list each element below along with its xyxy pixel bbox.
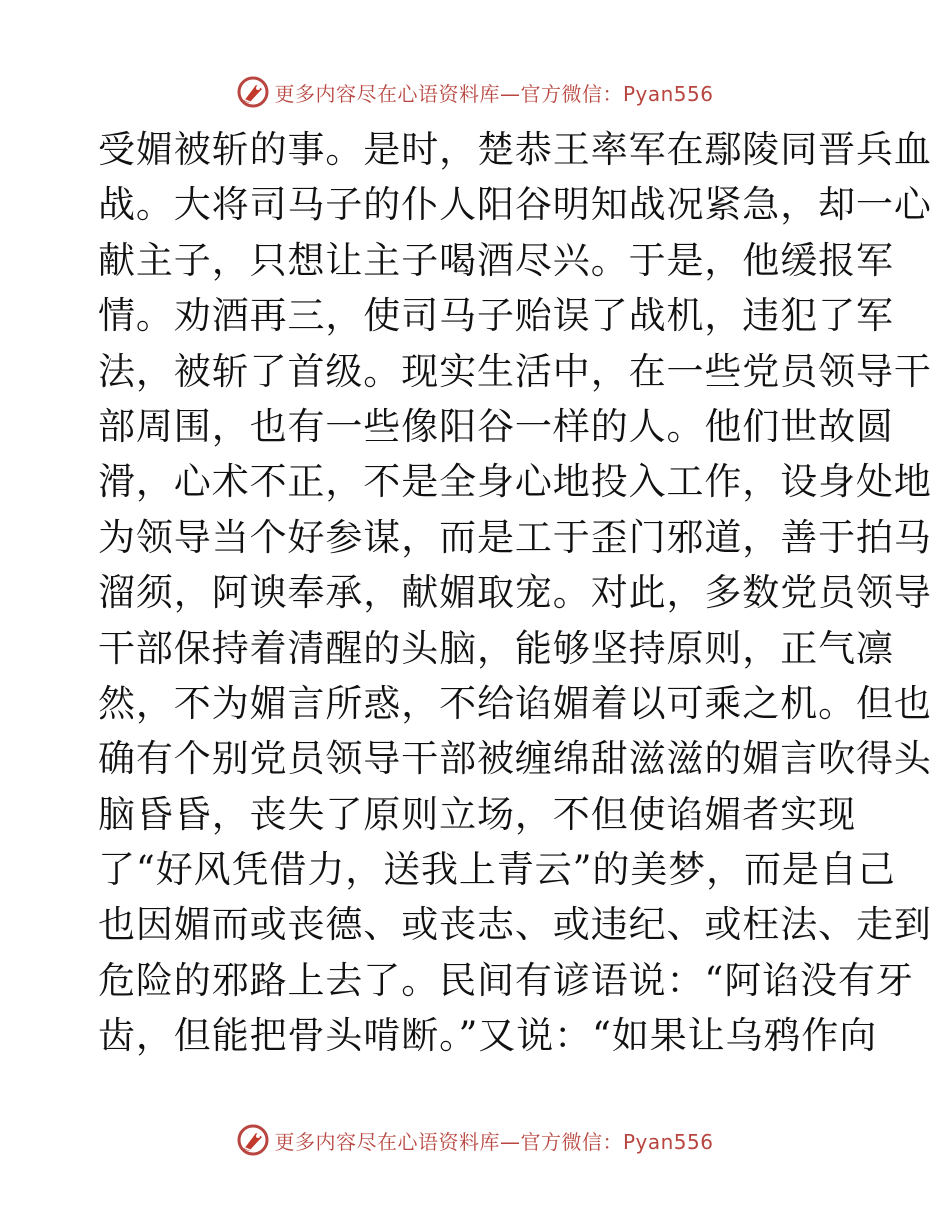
text-line: 然，不为媚言所惑，不给谄媚着以可乘之机。但也 — [98, 681, 932, 725]
text-line: 法，被斩了首级。现实生活中，在一些党员领导干 — [98, 349, 932, 393]
text-line: 滑，心术不正，不是全身心地投入工作，设身处地 — [98, 460, 932, 504]
text-line: 献主子，只想让主子喝酒尽兴。于是，他缓报军 — [98, 238, 894, 282]
text-line: 脑昏昏，丧失了原则立场，不但使谄媚者实现 — [98, 792, 856, 836]
text-line: 齿，但能把骨头啃断。”又说：“如果让乌鸦作向 — [98, 1014, 878, 1058]
text-line: 为领导当个好参谋，而是工于歪门邪道，善于拍马 — [98, 515, 932, 559]
footer-text: 更多内容尽在心语资料库—官方微信：Pyan556 — [274, 1129, 714, 1154]
text-line: 确有个别党员领导干部被缠绵甜滋滋的媚言吹得头 — [98, 737, 932, 781]
footer-banner — [0, 1120, 950, 1160]
text-line: 了“好风凭借力，送我上青云”的美梦，而是自己 — [98, 848, 896, 892]
text-line: 战。大将司马子的仆人阳谷明知战况紧急，却一心 — [98, 183, 932, 227]
text-line: 溜须，阿谀奉承，献媚取宠。对此，多数党员领导 — [98, 571, 932, 615]
header-banner — [0, 72, 950, 112]
pen-nib-circle-icon — [236, 1123, 270, 1157]
text-line: 情。劝酒再三，使司马子贻误了战机，违犯了军 — [98, 294, 894, 338]
text-line: 危险的邪路上去了。民间有谚语说：“阿谄没有牙 — [98, 958, 914, 1002]
text-line: 部周围，也有一些像阳谷一样的人。他们世故圆 — [98, 404, 894, 448]
pen-nib-circle-icon — [236, 75, 270, 109]
header-text: 更多内容尽在心语资料库—官方微信：Pyan556 — [274, 81, 714, 106]
text-line: 受媚被斩的事。是时，楚恭王率军在鄢陵同晋兵血 — [98, 128, 932, 171]
text-line: 干部保持着清醒的头脑，能够坚持原则，正气凛 — [98, 626, 894, 670]
text-line: 也因媚而或丧德、或丧志、或违纪、或枉法、走到 — [98, 903, 932, 947]
document-body — [98, 122, 932, 1064]
